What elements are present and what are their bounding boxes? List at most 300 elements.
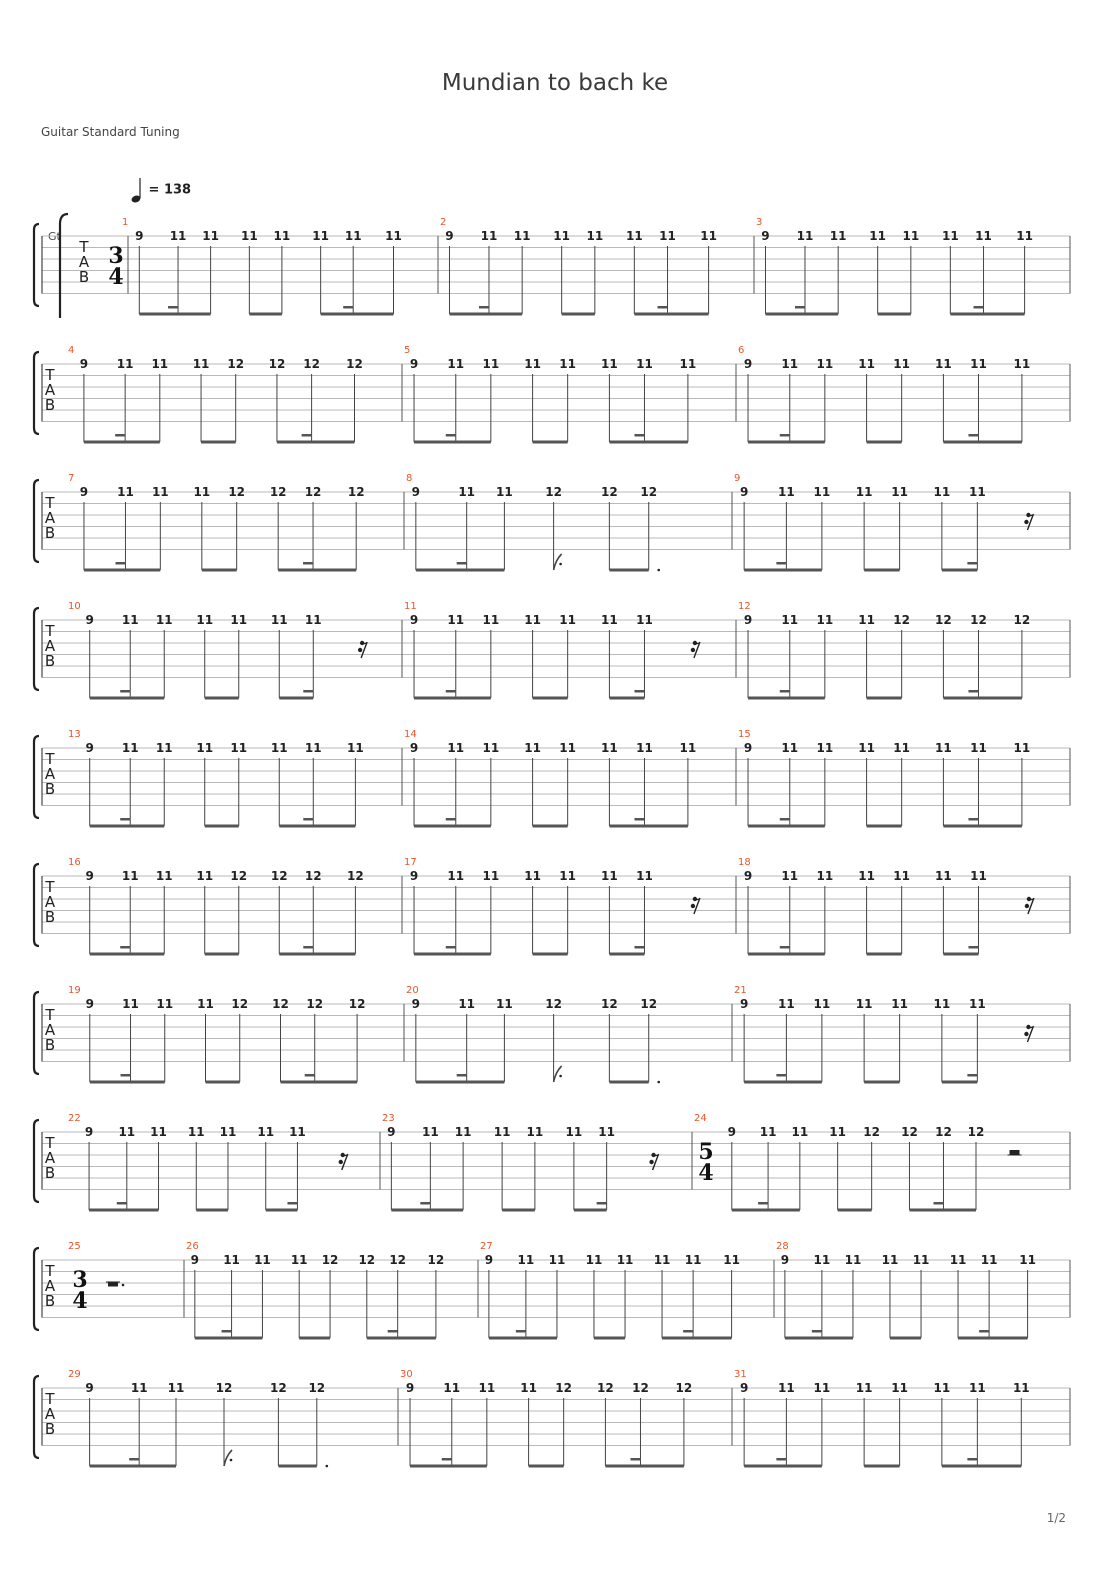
- fret-number: 11: [855, 1381, 873, 1395]
- tab-system: [34, 1369, 1070, 1468]
- beam-hook: [812, 1330, 822, 1333]
- fret-number: 11: [482, 613, 500, 627]
- fret-number: 9: [739, 485, 749, 499]
- beam: [950, 313, 1024, 316]
- tab-system: [34, 345, 1070, 444]
- fret-number: 12: [270, 869, 288, 883]
- beam-hook: [780, 946, 790, 949]
- measure-number: 30: [400, 1369, 413, 1380]
- tab-clef-letter: A: [44, 381, 56, 399]
- beam: [533, 953, 568, 956]
- fret-number: 9: [409, 613, 419, 627]
- half-rest: [1010, 1150, 1020, 1155]
- fret-number: 11: [781, 357, 799, 371]
- rest-dot-head: [691, 648, 695, 652]
- system-bracket: [34, 992, 39, 1074]
- beam: [279, 825, 355, 828]
- beam-hook: [967, 1074, 977, 1077]
- fret-number: 11: [196, 741, 214, 755]
- tab-clef-letter: A: [44, 765, 56, 783]
- beam: [416, 569, 505, 572]
- fret-number: 11: [893, 869, 911, 883]
- beam: [609, 1081, 648, 1084]
- measure: [404, 857, 700, 956]
- beam: [605, 1465, 683, 1468]
- fret-number: 11: [458, 485, 476, 499]
- measure: [406, 473, 660, 572]
- beam: [249, 313, 282, 316]
- fret-number: 9: [411, 485, 421, 499]
- beam-hook: [758, 1202, 768, 1205]
- beam-hook: [776, 1074, 786, 1077]
- beam: [279, 697, 313, 700]
- rest-dot-head: [1024, 520, 1028, 524]
- fret-number: 12: [632, 1381, 649, 1395]
- fret-number: 11: [524, 613, 541, 627]
- beam: [594, 1337, 625, 1340]
- beam: [609, 953, 644, 956]
- system-bracket: [34, 1376, 39, 1458]
- system-bracket: [34, 480, 39, 562]
- beam: [765, 313, 838, 316]
- fret-number: 11: [970, 741, 987, 755]
- fret-number: 11: [844, 1253, 862, 1267]
- fret-number: 12: [346, 357, 363, 371]
- beam: [202, 569, 237, 572]
- measure-number: 4: [68, 345, 75, 356]
- fret-number: 11: [616, 1253, 634, 1267]
- beam: [867, 697, 902, 700]
- beam: [414, 697, 491, 700]
- beam-hook: [457, 1074, 467, 1077]
- beam-hook: [303, 562, 313, 565]
- fret-number: 11: [150, 1125, 167, 1139]
- measure-number: 31: [734, 1369, 747, 1380]
- fret-number: 11: [601, 741, 618, 755]
- fret-number: 11: [970, 357, 987, 371]
- measure-number: 24: [694, 1113, 707, 1124]
- measure-number: 28: [776, 1241, 789, 1252]
- fret-number: 11: [585, 1253, 603, 1267]
- fret-number: 11: [700, 229, 717, 243]
- fret-number: 11: [601, 613, 618, 627]
- fret-number: 12: [306, 997, 324, 1011]
- fret-number: 11: [636, 357, 653, 371]
- fret-number: 11: [254, 1253, 271, 1267]
- fret-number: 11: [891, 1381, 908, 1395]
- tab-clef-letter: T: [45, 1390, 55, 1408]
- fret-number: 12: [269, 485, 287, 499]
- beam: [196, 1209, 228, 1212]
- beam: [533, 697, 568, 700]
- fret-number: 11: [202, 229, 219, 243]
- fret-number: 11: [312, 229, 330, 243]
- fret-number: 11: [240, 229, 258, 243]
- fret-number: 11: [816, 357, 834, 371]
- fret-number: 9: [85, 741, 94, 755]
- fret-number: 11: [778, 485, 795, 499]
- measure: [738, 857, 1034, 956]
- fret-number: 9: [743, 869, 753, 883]
- beam-hook: [630, 1458, 640, 1461]
- fret-number: 11: [935, 741, 952, 755]
- time-signature: [72, 1267, 87, 1314]
- fret-number: 12: [347, 869, 364, 883]
- fret-number: 11: [601, 869, 618, 883]
- fret-number: 11: [526, 1125, 544, 1139]
- beam: [942, 1081, 977, 1084]
- fret-number: 11: [813, 485, 831, 499]
- fret-number: 11: [223, 1253, 240, 1267]
- fret-number: 11: [813, 1253, 831, 1267]
- beam: [367, 1337, 436, 1340]
- fret-number: 11: [858, 613, 875, 627]
- fret-number: 11: [524, 357, 541, 371]
- fret-number: 11: [1012, 1381, 1030, 1395]
- fret-number: 9: [411, 997, 421, 1011]
- beam-hook: [968, 434, 978, 437]
- measure-number: 27: [480, 1241, 493, 1252]
- fret-number: 11: [796, 229, 814, 243]
- fret-number: 11: [1019, 1253, 1036, 1267]
- beam-hook: [457, 562, 467, 565]
- fret-number: 12: [935, 1125, 952, 1139]
- measure: [694, 1113, 1022, 1212]
- beam: [279, 953, 355, 956]
- fret-number: 11: [759, 1125, 777, 1139]
- tab-clef-letter: T: [45, 1006, 55, 1024]
- fret-number: 11: [478, 1381, 496, 1395]
- tab-clef-letter: A: [44, 893, 56, 911]
- measure: [68, 345, 363, 444]
- fret-number: 11: [156, 997, 174, 1011]
- beam: [205, 825, 239, 828]
- fret-number: 11: [480, 229, 498, 243]
- measure-number: 6: [738, 345, 745, 356]
- fret-number: 9: [85, 1381, 94, 1395]
- fret-number: 12: [427, 1253, 445, 1267]
- time-signature-numerator: 5: [698, 1139, 714, 1165]
- fret-number: 12: [272, 997, 289, 1011]
- system-bracket: [34, 608, 39, 690]
- beam: [206, 1081, 240, 1084]
- beam: [609, 441, 687, 444]
- fret-number: 11: [778, 1381, 795, 1395]
- beam-hook: [683, 1330, 693, 1333]
- fret-number: 11: [969, 997, 986, 1011]
- tab-clef-letter: A: [44, 1405, 56, 1423]
- measure-number: 3: [756, 217, 763, 228]
- fret-number: 11: [121, 613, 139, 627]
- beam: [90, 825, 165, 828]
- fret-number: 11: [116, 357, 134, 371]
- fret-number: 11: [559, 613, 577, 627]
- tab-clef-letter: T: [45, 750, 55, 768]
- fret-number: 12: [967, 1125, 985, 1139]
- beam: [414, 441, 491, 444]
- measure: [776, 1241, 1036, 1340]
- fret-number: 12: [227, 357, 245, 371]
- beam-hook: [446, 818, 456, 821]
- fret-number: 11: [653, 1253, 671, 1267]
- tab-clef-letter: T: [45, 494, 55, 512]
- beam-hook: [115, 562, 125, 565]
- beam-hook: [776, 562, 786, 565]
- time-signature-numerator: 3: [108, 243, 124, 269]
- beam: [195, 1337, 263, 1340]
- beam-hook: [121, 1074, 131, 1077]
- fret-number: 11: [192, 357, 210, 371]
- beam: [299, 1337, 330, 1340]
- measure-number: 19: [68, 985, 81, 996]
- tab-system: [34, 601, 1070, 700]
- measure-number: 13: [68, 729, 81, 740]
- tab-clef-letter: A: [44, 1277, 56, 1295]
- beam: [205, 953, 239, 956]
- fret-number: 11: [121, 741, 139, 755]
- beam: [609, 569, 648, 572]
- fret-number: 11: [559, 357, 577, 371]
- fret-number: 11: [193, 485, 211, 499]
- rest-dot-head: [693, 641, 697, 645]
- measure-number: 26: [186, 1241, 199, 1252]
- beam: [943, 953, 978, 956]
- measure: [68, 1369, 328, 1468]
- fret-number: 9: [727, 1125, 736, 1139]
- beam: [205, 697, 239, 700]
- beam-hook: [967, 1458, 977, 1461]
- measure: [404, 345, 696, 444]
- tab-system: [34, 1113, 1070, 1212]
- rest-dot: [122, 1284, 125, 1287]
- fret-number: 12: [901, 1125, 918, 1139]
- beam: [867, 953, 902, 956]
- fret-number: 11: [118, 1125, 136, 1139]
- beam-hook: [446, 690, 456, 693]
- beam: [84, 441, 160, 444]
- measure-number: 14: [404, 729, 417, 740]
- fret-number: 11: [151, 357, 169, 371]
- beam-hook: [968, 818, 978, 821]
- beam-hook: [222, 1330, 232, 1333]
- measure: [734, 985, 1033, 1084]
- fret-number: 11: [422, 1125, 439, 1139]
- fret-number: 11: [496, 485, 513, 499]
- beam: [321, 313, 394, 316]
- rest-dot-head: [1026, 513, 1030, 517]
- fret-number: 11: [524, 869, 541, 883]
- tab-clef-letter: T: [45, 366, 55, 384]
- fret-number: 11: [679, 741, 697, 755]
- tab-clef-letter: T: [45, 622, 55, 640]
- beam: [414, 953, 491, 956]
- beam: [90, 697, 165, 700]
- beam: [943, 697, 1021, 700]
- fret-number: 11: [636, 613, 653, 627]
- fret-number: 11: [970, 869, 987, 883]
- tab-clef-letter: B: [44, 524, 56, 542]
- beam: [744, 569, 822, 572]
- measure-number: 10: [68, 601, 81, 612]
- fret-number: 12: [640, 997, 658, 1011]
- fret-number: 11: [517, 1253, 535, 1267]
- beam: [562, 313, 595, 316]
- fret-number: 12: [545, 997, 562, 1011]
- fret-number: 12: [230, 869, 248, 883]
- fret-number: 11: [829, 229, 847, 243]
- fret-number: 11: [912, 1253, 930, 1267]
- fret-number: 11: [151, 485, 169, 499]
- fret-number: 11: [482, 869, 500, 883]
- beam-hook: [933, 1202, 943, 1205]
- measure: [440, 217, 717, 316]
- beam-hook: [446, 946, 456, 949]
- fret-number: 12: [347, 485, 365, 499]
- measure: [68, 601, 367, 700]
- beam-hook: [479, 306, 489, 309]
- rest-dot-head: [1024, 1032, 1028, 1036]
- beam-hook: [795, 306, 805, 309]
- fret-number: 11: [130, 1381, 148, 1395]
- fret-number: 11: [482, 357, 500, 371]
- fret-number: 11: [230, 613, 248, 627]
- dot: [326, 1465, 329, 1468]
- fret-number: 11: [290, 1253, 308, 1267]
- fret-number: 11: [155, 869, 173, 883]
- dot: [559, 1075, 562, 1078]
- tab-clef-letter: T: [45, 1262, 55, 1280]
- fret-number: 12: [597, 1381, 614, 1395]
- beam: [278, 569, 356, 572]
- beam-hook: [634, 818, 644, 821]
- fret-number: 11: [520, 1381, 537, 1395]
- tab-clef-letter: A: [44, 1149, 56, 1167]
- fret-number: 11: [513, 229, 531, 243]
- fret-number: 12: [358, 1253, 376, 1267]
- fret-number: 11: [893, 357, 911, 371]
- beam: [942, 569, 977, 572]
- measure-number: 23: [382, 1113, 395, 1124]
- beam: [748, 825, 825, 828]
- beam: [139, 313, 210, 316]
- fret-number: 11: [1016, 229, 1033, 243]
- fret-number: 11: [117, 485, 134, 499]
- beam: [90, 1465, 176, 1468]
- beam-hook: [120, 818, 130, 821]
- fret-number: 11: [559, 741, 577, 755]
- fret-number: 11: [496, 997, 513, 1011]
- fret-number: 11: [855, 997, 873, 1011]
- fret-number: 11: [548, 1253, 566, 1267]
- beam: [864, 1465, 899, 1468]
- beam-hook: [303, 946, 313, 949]
- fret-number: 11: [553, 229, 571, 243]
- beam-hook: [967, 562, 977, 565]
- tab-system: [34, 1241, 1070, 1340]
- fret-number: 11: [855, 485, 873, 499]
- beam: [529, 1465, 564, 1468]
- fret-number: 11: [493, 1125, 511, 1139]
- tab-clef-letter: A: [44, 1021, 56, 1039]
- fret-number: 11: [858, 741, 875, 755]
- fret-number: 9: [85, 997, 94, 1011]
- beam-hook: [388, 1330, 398, 1333]
- fret-number: 12: [545, 485, 562, 499]
- beam: [958, 1337, 1028, 1340]
- fret-number: 11: [636, 741, 653, 755]
- fret-number: 11: [778, 997, 795, 1011]
- beam: [449, 313, 522, 316]
- rest-dot-head: [1025, 904, 1029, 908]
- beam-hook: [129, 1458, 139, 1461]
- tab-clef-letter: B: [44, 1036, 56, 1054]
- fret-number: 12: [1013, 613, 1031, 627]
- tab-system: [34, 985, 1070, 1084]
- beam: [878, 313, 911, 316]
- rest-dot-head: [651, 1153, 655, 1157]
- measure: [68, 985, 365, 1084]
- dot: [657, 1081, 660, 1084]
- measure: [68, 729, 364, 828]
- fret-number: 11: [881, 1253, 899, 1267]
- fret-number: 11: [565, 1125, 583, 1139]
- beam-hook: [343, 306, 353, 309]
- tempo-value: = 138: [148, 182, 192, 198]
- measure: [68, 1113, 348, 1212]
- fret-number: 12: [555, 1381, 573, 1395]
- rest-dot-head: [358, 648, 362, 652]
- fret-number: 11: [933, 1381, 951, 1395]
- fret-number: 11: [197, 997, 214, 1011]
- beam-hook: [780, 434, 790, 437]
- note-flag: [224, 1450, 232, 1466]
- beam-hook: [776, 1458, 786, 1461]
- beam: [89, 1209, 158, 1212]
- measure-number: 5: [404, 345, 411, 356]
- system-bracket: [34, 864, 39, 946]
- beam-hook: [120, 946, 130, 949]
- beam: [867, 441, 902, 444]
- fret-number: 9: [387, 1125, 396, 1139]
- fret-number: 11: [816, 613, 834, 627]
- fret-number: 9: [780, 1253, 790, 1267]
- beam: [391, 1209, 463, 1212]
- fret-number: 12: [601, 997, 618, 1011]
- tab-clef-letter: B: [44, 908, 56, 926]
- fret-number: 11: [167, 1381, 185, 1395]
- beam: [533, 825, 568, 828]
- measure-number: 1: [122, 217, 129, 228]
- beam: [785, 1337, 853, 1340]
- fret-number: 12: [640, 485, 658, 499]
- fret-number: 9: [409, 741, 419, 755]
- beam: [609, 697, 644, 700]
- fret-number: 11: [121, 869, 139, 883]
- beam: [489, 1337, 557, 1340]
- rest-dot-head: [1026, 1025, 1030, 1029]
- tab-clef-letter: B: [44, 780, 56, 798]
- fret-number: 11: [447, 613, 465, 627]
- tab-clef-letter: B: [44, 652, 56, 670]
- time-signature: [698, 1139, 713, 1186]
- fret-number: 9: [79, 357, 89, 371]
- fret-number: 11: [933, 997, 951, 1011]
- beam: [890, 1337, 921, 1340]
- beam-hook: [442, 1458, 452, 1461]
- fret-number: 11: [155, 613, 173, 627]
- measure: [400, 1369, 692, 1468]
- fret-number: 9: [85, 869, 94, 883]
